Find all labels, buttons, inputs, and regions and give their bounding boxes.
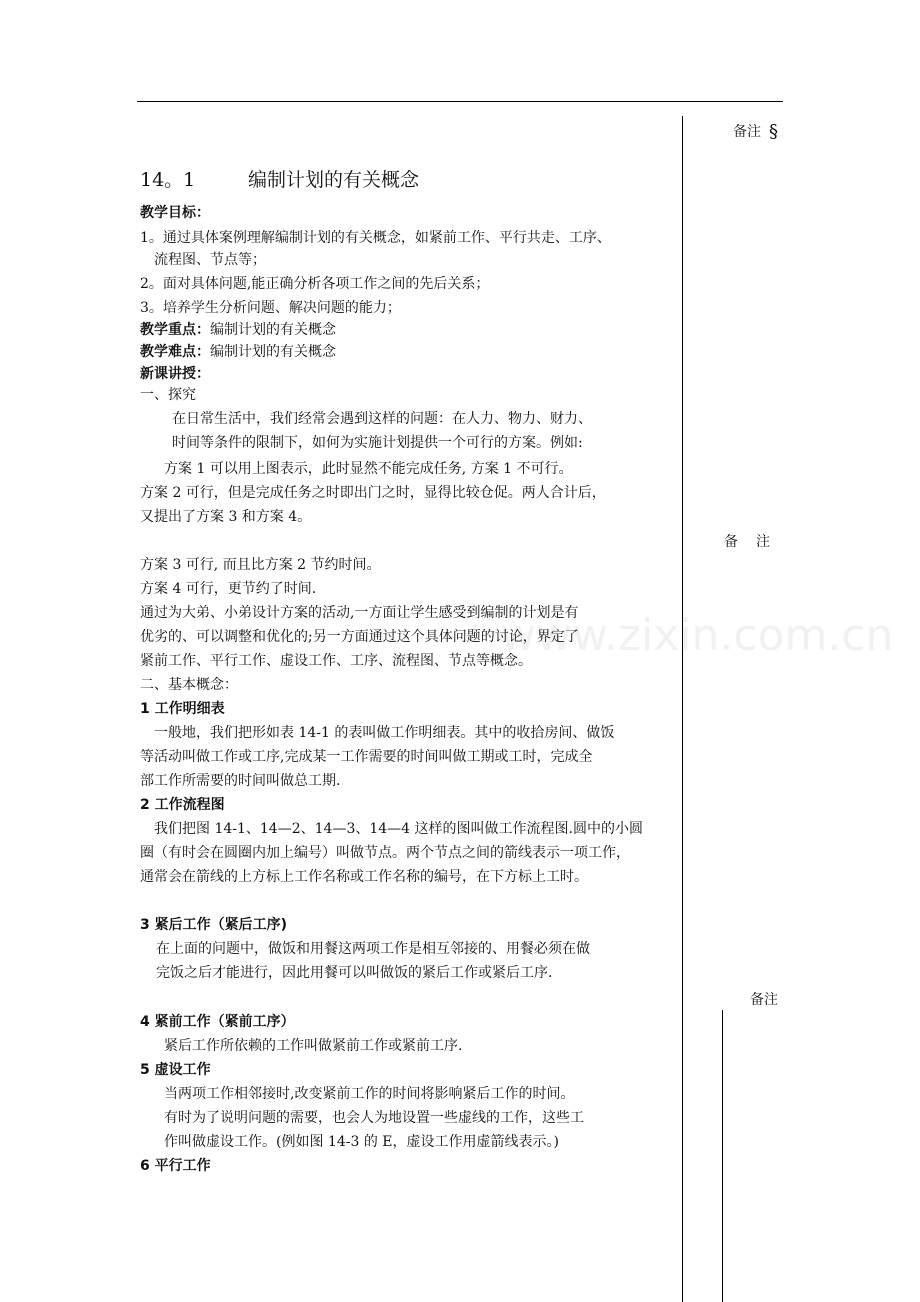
key-point: 教学重点：编制计划的有关概念 bbox=[140, 322, 336, 338]
objectives-heading: 教学目标： bbox=[140, 205, 210, 221]
concept-heading: 1 工作明细表 bbox=[140, 701, 225, 717]
margin-divider-lower bbox=[722, 1010, 723, 1302]
paragraph: 通常会在箭线的上方标上工作名称或工作名称的编号，在下方标上工时。 bbox=[140, 869, 588, 885]
header-rule bbox=[137, 101, 783, 102]
paragraph: 时间等条件的限制下，如何为实施计划提供一个可行的方案。例如: bbox=[172, 435, 583, 451]
objective-2: 2。面对具体问题,能正确分析各项工作之间的先后关系； bbox=[140, 276, 490, 292]
paragraph: 作叫做虚设工作。(例如图 14-3 的 E，虚设工作用虚箭线表示。) bbox=[164, 1134, 559, 1150]
paragraph: 在上面的问题中，做饭和用餐这两项工作是相互邻接的、用餐必须在做 bbox=[156, 941, 590, 957]
margin-note-2: 备注 bbox=[724, 534, 788, 550]
paragraph: 一般地，我们把形如表 14-1 的表叫做工作明细表。其中的收拾房间、做饭 bbox=[154, 725, 615, 741]
objective-3: 3。培养学生分析问题、解决问题的能力； bbox=[140, 300, 401, 316]
paragraph: 部工作所需要的时间叫做总工期. bbox=[140, 773, 341, 789]
section-title: 编制计划的有关概念 bbox=[248, 169, 420, 191]
paragraph: 在日常生活中，我们经常会遇到这样的问题：在人力、物力、财力、 bbox=[172, 411, 592, 427]
paragraph: 方案 3 可行, 而且比方案 2 节约时间。 bbox=[140, 557, 381, 573]
concept-heading: 6 平行工作 bbox=[140, 1158, 211, 1174]
paragraph: 紧后工作所依赖的工作叫做紧前工作或紧前工序. bbox=[164, 1038, 463, 1054]
paragraph: 方案 4 可行，更节约了时间. bbox=[140, 581, 317, 597]
paragraph: 当两项工作相邻接时,改变紧前工作的时间将影响紧后工作的时间。 bbox=[164, 1086, 575, 1102]
section-2-heading: 二、基本概念： bbox=[140, 677, 238, 693]
paragraph: 紧前工作、平行工作、虚设工作、工序、流程图、节点等概念。 bbox=[140, 653, 532, 669]
concept-heading: 2 工作流程图 bbox=[140, 797, 225, 813]
paragraph: 通过为大弟、小弟设计方案的活动,一方面让学生感受到编制的计划是有 bbox=[140, 605, 579, 621]
margin-note-3: 备注 bbox=[750, 992, 778, 1008]
paragraph: 又提出了方案 3 和方案 4。 bbox=[140, 509, 312, 525]
objective-1-cont: 流程图、节点等； bbox=[154, 252, 266, 268]
concept-heading: 5 虚设工作 bbox=[140, 1062, 211, 1078]
paragraph: 圈（有时会在圆圈内加上编号）叫做节点。两个节点之间的箭线表示一项工作， bbox=[140, 845, 630, 861]
paragraph: 方案 1 可以用上图表示，此时显然不能完成任务, 方案 1 不可行。 bbox=[164, 461, 573, 477]
difficulty: 教学难点：编制计划的有关概念 bbox=[140, 344, 336, 360]
section-1-heading: 一、探究 bbox=[140, 387, 196, 403]
paragraph: 我们把图 14-1、14—2、14—3、14—4 这样的图叫做工作流程图.圆中的小圆 bbox=[154, 821, 643, 837]
margin-divider bbox=[682, 116, 683, 1302]
section-sign-icon: § bbox=[769, 121, 778, 142]
paragraph: 有时为了说明问题的需要，也会人为地设置一些虚线的工作，这些工 bbox=[164, 1110, 584, 1126]
objective-1: 1。通过具体案例理解编制计划的有关概念，如紧前工作、平行共走、工序、 bbox=[140, 230, 611, 246]
paragraph: 优劣的、可以调整和优化的;另一方面通过这个具体问题的讨论，界定了 bbox=[140, 629, 579, 645]
watermark: www.zixin.com.cn bbox=[500, 610, 894, 661]
concept-heading: 3 紧后工作（紧后工序) bbox=[140, 917, 288, 933]
section-number: 14。1 bbox=[140, 169, 196, 191]
paragraph: 等活动叫做工作或工序,完成某一工作需要的时间叫做工期或工时，完成全 bbox=[140, 749, 593, 765]
new-lesson-heading: 新课讲授： bbox=[140, 366, 210, 382]
paragraph: 方案 2 可行，但是完成任务之时即出门之时，显得比较仓促。两人合计后， bbox=[140, 485, 606, 501]
concept-heading: 4 紧前工作（紧前工序） bbox=[140, 1014, 295, 1030]
page-title bbox=[140, 165, 419, 192]
margin-note-1: 备注 § bbox=[733, 121, 778, 142]
paragraph: 完饭之后才能进行，因此用餐可以叫做饭的紧后工作或紧后工序. bbox=[156, 965, 553, 981]
